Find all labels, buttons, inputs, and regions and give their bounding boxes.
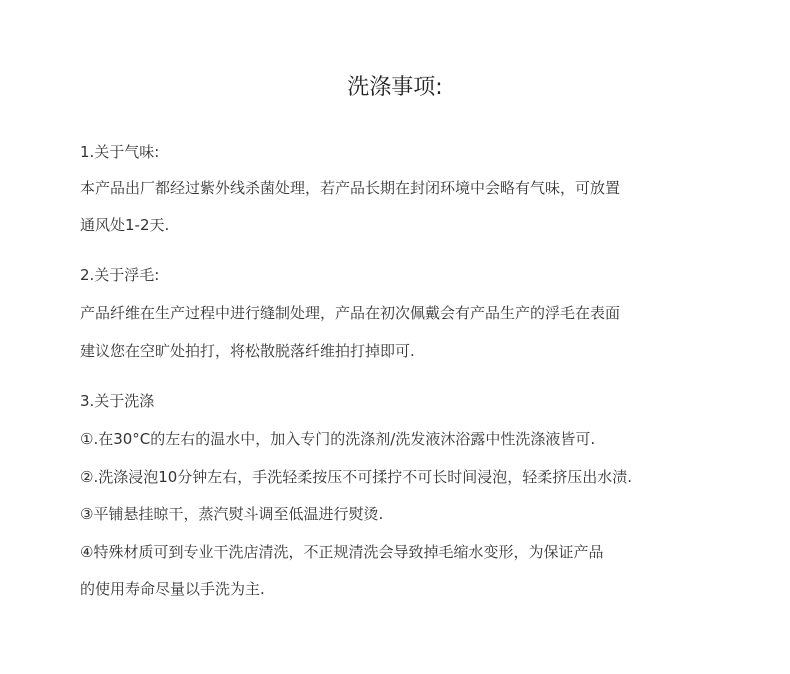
paragraph-line: 产品纤维在生产过程中进行缝制处理，产品在初次佩戴会有产品生产的浮毛在表面 bbox=[80, 304, 621, 322]
paragraph-line: 的使用寿命尽量以手洗为主. bbox=[80, 580, 265, 598]
paragraph-line: ③平铺悬挂晾干，蒸汽熨斗调至低温进行熨烫. bbox=[80, 505, 384, 523]
section-heading-odor: 1.关于气味: bbox=[80, 143, 160, 161]
paragraph-line: ②.洗涤浸泡10分钟左右，手洗轻柔按压不可揉拧不可长时间浸泡，轻柔挤压出水渍. bbox=[80, 468, 633, 486]
page-title: 洗涤事项: bbox=[347, 75, 443, 100]
paragraph-line: 通风处1-2天. bbox=[80, 216, 170, 234]
paragraph-line: ①.在30°C的左右的温水中，加入专门的洗涤剂/洗发液沐浴露中性洗涤液皆可. bbox=[80, 430, 596, 448]
paragraph-line: 本产品出厂都经过紫外线杀菌处理，若产品长期在封闭环境中会略有气味，可放置 bbox=[80, 179, 621, 197]
section-heading-washing: 3.关于洗涤 bbox=[80, 392, 155, 410]
paragraph-line: 建议您在空旷处拍打，将松散脱落纤维拍打掉即可. bbox=[80, 342, 415, 360]
section-heading-lint: 2.关于浮毛: bbox=[80, 266, 160, 284]
paragraph-line: ④特殊材质可到专业干洗店清洗，不正规清洗会导致掉毛缩水变形，为保证产品 bbox=[80, 543, 604, 561]
